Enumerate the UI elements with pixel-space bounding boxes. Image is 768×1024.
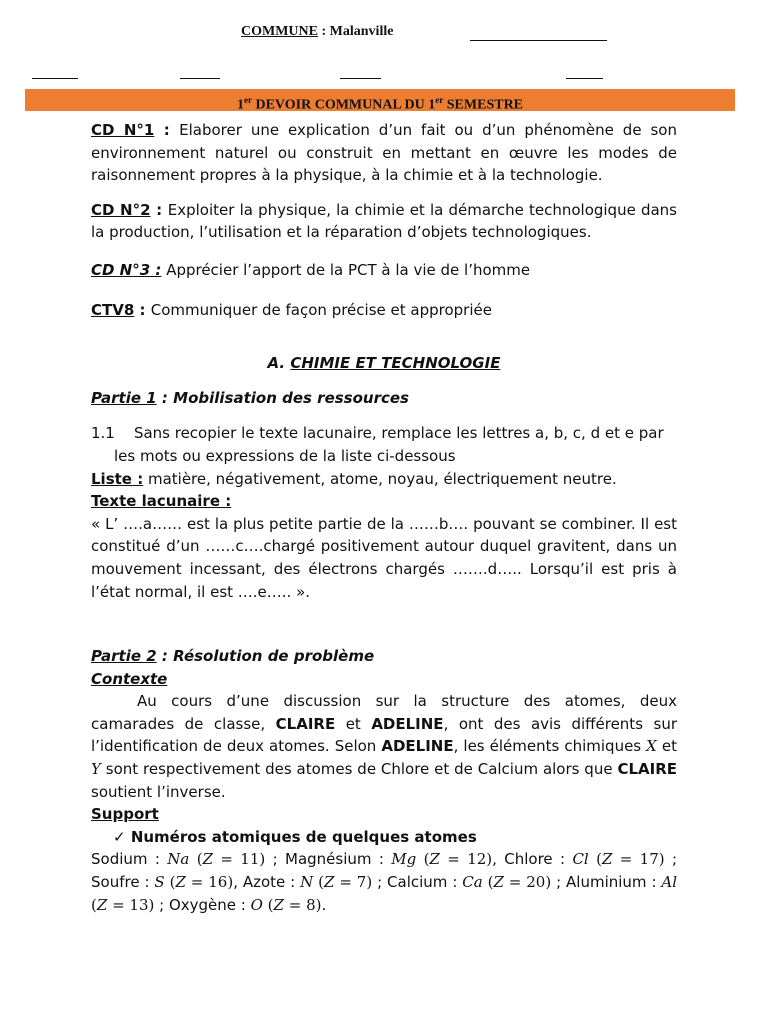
punct: = (334, 873, 357, 892)
list-label: Liste : (91, 469, 144, 488)
commune-separator: : (318, 24, 330, 39)
atom-name: Magnésium (285, 850, 372, 869)
punct: = (503, 873, 527, 892)
atom-z: 17 (639, 850, 659, 869)
blank-line-commune (470, 40, 607, 41)
competence-text: Elaborer une explication d’un fait ou d’un phénomène de son environnement naturel ou construit en mettant en œuvre les modes de raisonnement propres à la physique, à la chimie et à la technologie. (91, 121, 677, 185)
name-adeline: ADELINE (381, 737, 454, 756)
contexte-text: soutient l’inverse. (91, 782, 226, 801)
variable-x: X (646, 737, 657, 756)
atom-z: 12 (467, 850, 487, 869)
atom-name: Oxygène (168, 895, 236, 914)
competence-sep: : (150, 200, 168, 219)
competence-text: Apprécier l’apport de la PCT à la vie de l’homme (166, 260, 531, 279)
section-title-text: CHIMIE ET TECHNOLOGIE (290, 354, 501, 373)
question-1-1 (91, 422, 677, 467)
punct: = (185, 873, 209, 892)
punct: ; (551, 873, 567, 892)
punct: ; (372, 873, 388, 892)
document-body (91, 119, 677, 916)
exam-title-banner (25, 89, 735, 111)
z-variable: Z (601, 850, 613, 869)
competence-code: CD N°3 : (91, 260, 162, 279)
punct: : (285, 873, 301, 892)
texte-lacunaire-body: « L’ ….a…… est la plus petite partie de la ……b…. pouvant se combiner. Il est constitué d’un ……c….chargé positivement autour duquel gravitent, dans un mouvement incessant, des électrons chargés …….d….. Lorsqu’il est pris à l’état normal, il est ….e….. ». (91, 514, 677, 601)
atom-z: 20 (526, 873, 546, 892)
banner-text-1: 1 (236, 97, 244, 113)
punct: . (321, 895, 327, 914)
z-variable: Z (175, 873, 186, 892)
document-header (0, 24, 768, 44)
blank-line-2 (180, 78, 220, 79)
punct: : (552, 850, 573, 869)
punct: ; (154, 895, 169, 914)
punct: ) (366, 873, 373, 892)
atom-entry (285, 850, 492, 868)
contexte-text: , les éléments chimiques (453, 737, 647, 756)
competence-sep: : (154, 121, 180, 139)
atom-z: 13 (129, 895, 149, 914)
punct: ( (482, 873, 494, 892)
atom-entry (243, 873, 372, 891)
atom-z: 7 (356, 873, 367, 892)
atom-entry (91, 850, 265, 868)
commune-label: COMMUNE (241, 24, 318, 39)
competence-text: Exploiter la physique, la chimie et la démarche technologique dans la production, l’utilisation et la réparation d’objets technologiques. (91, 200, 677, 242)
atom-name: Calcium (387, 873, 448, 892)
competence-cd2 (91, 199, 677, 244)
punct: ( (313, 873, 324, 892)
contexte-text: sont respectivement des atomes de Chlore et de Calcium alors que (100, 760, 618, 779)
support-label: Support (91, 805, 159, 824)
partie1-heading (91, 387, 677, 410)
blank-line-3 (340, 78, 381, 79)
atom-symbol: Na (167, 850, 190, 869)
punct: : (371, 850, 392, 869)
partie1-label: Partie 1 (91, 388, 157, 407)
competence-sep: : (134, 300, 151, 319)
atomic-numbers-title (91, 826, 677, 849)
punct: : (447, 873, 463, 892)
atom-entry (91, 873, 233, 891)
competence-code: CD N°2 (91, 200, 151, 219)
punct: , (233, 873, 243, 892)
partie2-label: Partie 2 (91, 647, 157, 666)
atom-symbol: N (300, 873, 314, 892)
punct: = (439, 850, 468, 869)
atom-symbol: Ca (462, 873, 483, 892)
punct: ; (664, 850, 678, 869)
punct: ) (227, 873, 234, 892)
competence-code: CTV8 (91, 300, 135, 319)
punct: : (139, 873, 155, 892)
atom-name: Sodium (91, 850, 148, 869)
punct: = (213, 850, 241, 869)
banner-sup-2: er (435, 95, 444, 105)
atom-symbol: S (154, 873, 165, 892)
punct: ( (91, 895, 97, 914)
list-text: matière, négativement, atome, noyau, électriquement neutre. (143, 469, 617, 488)
competence-code: CD N°1 (91, 121, 155, 139)
question-number: 1.1 (91, 424, 115, 443)
punct: ( (416, 850, 430, 869)
punct: ; (265, 850, 286, 869)
section-prefix: A. (267, 354, 291, 373)
punct: ) (148, 895, 155, 914)
blank-line-1 (32, 78, 78, 79)
blank-line-4 (566, 78, 603, 79)
contexte-text: Au cours d’une discussion sur la structure des atomes, deux camarades de classe, (91, 692, 677, 733)
atom-z: 11 (240, 850, 260, 869)
atom-z: 8 (306, 895, 316, 914)
atomic-title-text: Numéros atomiques de quelques atomes (130, 827, 477, 846)
name-adeline: ADELINE (371, 714, 444, 733)
atom-name: Soufre (91, 873, 140, 892)
competence-text: Communiquer de façon précise et appropriée (150, 300, 492, 319)
punct: : (646, 873, 662, 892)
contexte-body: Au cours d’une discussion sur la structure des atomes, deux camarades de classe, CLAIRE et ADELINE, ont des avis différents sur l’identification de deux atomes. Selon ADELINE, les éléments chimiques X et Y sont respectivement des atomes de Chlore et de Calcium alors que CLAIRE soutient l’inverse. (91, 692, 678, 801)
atom-name: Aluminium (566, 873, 647, 892)
z-variable: Z (493, 873, 504, 892)
punct: : (147, 850, 168, 869)
contexte-text: et (335, 714, 372, 733)
section-title (91, 352, 677, 375)
contexte-label: Contexte (91, 669, 168, 688)
competence-ctv8 (91, 299, 677, 322)
name-claire: CLAIRE (617, 760, 677, 779)
atom-name: Azote (242, 873, 286, 892)
atom-z: 16 (208, 873, 228, 892)
atom-entry (504, 850, 664, 868)
atom-name: Chlore (504, 850, 553, 869)
atom-entry (387, 873, 551, 891)
z-variable: Z (96, 895, 108, 914)
punct: ) (315, 895, 322, 914)
punct: = (107, 895, 130, 914)
punct: = (283, 895, 307, 914)
atom-symbol: Mg (391, 850, 417, 869)
commune-line (241, 24, 393, 40)
contexte-text: , ont des avis différents sur l’identification de deux atomes. Selon (91, 714, 677, 756)
z-variable: Z (429, 850, 440, 869)
atom-symbol: O (250, 895, 263, 914)
punct: ) (259, 850, 266, 869)
punct: , (492, 850, 505, 869)
z-variable: Z (273, 895, 284, 914)
list-line (91, 468, 677, 491)
atom-entry (169, 896, 322, 914)
competence-cd1 (91, 119, 677, 187)
banner-sup-1: er (243, 95, 252, 105)
atomic-numbers-list (91, 848, 677, 916)
z-variable: Z (202, 850, 214, 869)
banner-text-2: DEVOIR COMMUNAL DU 1 (251, 97, 436, 113)
punct: ( (189, 850, 203, 869)
commune-value: Malanville (329, 24, 394, 39)
punct: ( (588, 850, 602, 869)
z-variable: Z (324, 873, 335, 892)
punct: ) (486, 850, 493, 869)
variable-y: Y (91, 760, 101, 779)
punct: ( (262, 895, 274, 914)
question-text: Sans recopier le texte lacunaire, remplace les lettres a, b, c, d et e par les mots ou expressions de la liste ci-dessous (114, 424, 664, 465)
check-icon: ✓ (113, 827, 126, 846)
texte-lacunaire-label: Texte lacunaire : (91, 492, 232, 511)
partie2-title: : Résolution de problème (156, 647, 375, 666)
atom-symbol: Cl (572, 850, 589, 869)
name-claire: CLAIRE (275, 714, 336, 733)
punct: ( (164, 873, 176, 892)
punct: ) (545, 873, 552, 892)
punct: = (612, 850, 640, 869)
partie2-heading (91, 645, 677, 668)
punct: : (236, 895, 251, 914)
banner-text-3: SEMESTRE (443, 97, 524, 113)
competence-cd3 (91, 259, 677, 282)
partie1-title: : Mobilisation des ressources (156, 388, 409, 407)
atom-symbol: Al (661, 873, 678, 892)
punct: ) (658, 850, 665, 869)
